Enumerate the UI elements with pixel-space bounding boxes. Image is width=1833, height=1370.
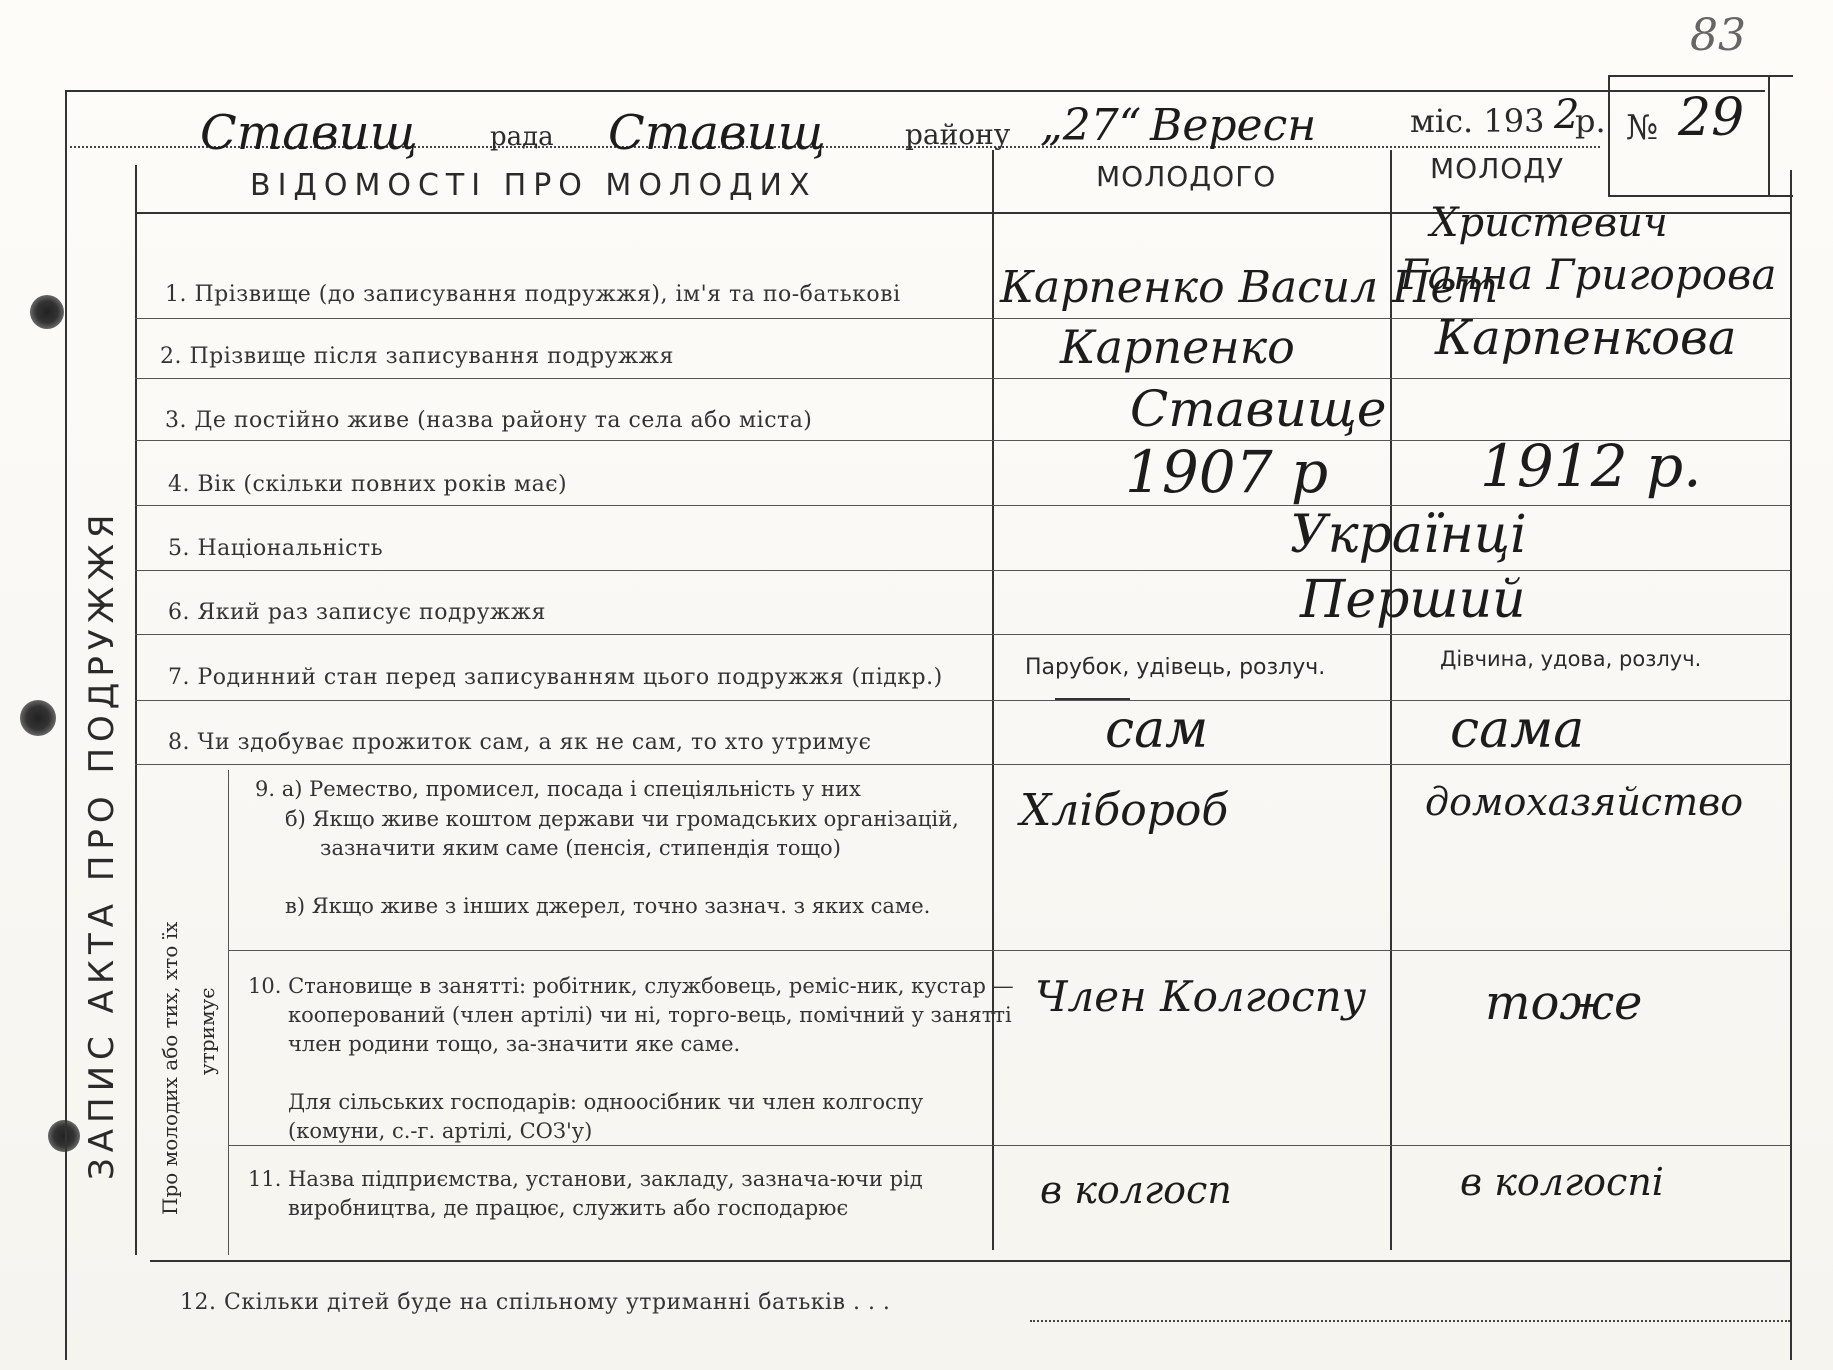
- row-9a-label: 9. а) Ремество, промисел, посада і спеціяльність у них: [255, 777, 861, 801]
- info-column-title: ВІДОМОСТІ ПРО МОЛОДИХ: [250, 168, 817, 203]
- row-2-line: [135, 378, 1790, 379]
- number-box-left: [1608, 75, 1610, 195]
- row-11-label: 11. Назва підприємства, установи, закладу, зазнача-ючи рід виробництва, де працює, служить або господарює: [248, 1167, 923, 1220]
- row-5-label: 5. Національність: [168, 536, 384, 561]
- number-box-bottom: [1608, 195, 1793, 197]
- groom-column-title: МОЛОДОГО: [1096, 160, 1277, 193]
- row-12-dotted-line: [1030, 1320, 1790, 1322]
- year-suffix: р.: [1575, 102, 1606, 140]
- row-2-label: 2. Прізвище після записування подружжя: [160, 344, 674, 369]
- frame-left: [65, 90, 67, 1360]
- row-4-bride-value: 1912 р.: [1480, 432, 1702, 500]
- row-6-label: 6. Який раз записує подружжя: [168, 600, 546, 625]
- row-11-line: [150, 1260, 1790, 1262]
- row-6-line: [135, 634, 1790, 635]
- row-12-label: 12. Скільки дітей буде на спільному утриманні батьків . . .: [180, 1290, 891, 1315]
- row-5-line: [135, 570, 1790, 571]
- row-4-label: 4. Вік (скільки повних років має): [168, 472, 568, 497]
- group-label-vertical: Про молодих або тих, хто їх: [158, 921, 182, 1215]
- row-1-bride-value: Ганна Григорова: [1400, 250, 1777, 299]
- punch-hole-top: [30, 295, 64, 329]
- row-10-label-2: Для сільських господарів: одноосібник чи член колгоспу (комуни, с.-г. артілі, СОЗ'у): [288, 1090, 924, 1143]
- row-9b-label: б) Якщо живе коштом держави чи громадських організацій, зазначити яким саме (пенсія, стипендія тощо): [285, 807, 959, 860]
- number-handwritten: 29: [1678, 88, 1745, 148]
- group-label-vertical-2: утримує: [195, 987, 219, 1075]
- rada-handwritten: Ставищ: [200, 105, 418, 161]
- group-sub-column-divider: [228, 770, 229, 1255]
- row-6-value: Перший: [1300, 570, 1526, 630]
- row-8-bride-value: сама: [1450, 700, 1585, 760]
- row-10-groom-value: Член Колгоспу: [1035, 972, 1367, 1021]
- row-7-bride-options: Дівчина, удова, розлуч.: [1440, 647, 1702, 671]
- row-9-bride-value: домохазяйство: [1425, 780, 1744, 824]
- frame-right: [1790, 170, 1792, 1360]
- row-3-label: 3. Де постійно живе (назва району та села або міста): [165, 408, 813, 433]
- row-11-groom-value: в колгосп: [1040, 1168, 1232, 1212]
- row-8-line: [135, 764, 1790, 765]
- row-11-bride-value: в колгоспі: [1460, 1160, 1664, 1204]
- row-2-bride-value: Карпенкова: [1435, 310, 1737, 366]
- year-handwritten: 2: [1554, 92, 1580, 138]
- side-title-vertical: ЗАПИС АКТА ПРО ПОДРУЖЖЯ: [82, 508, 122, 1180]
- raion-handwritten: Ставищ: [608, 105, 826, 161]
- date-day-handwritten: „27“: [1040, 100, 1142, 151]
- row-7-label: 7. Родинний стан перед записуванням цього подружжя (підкр.): [168, 665, 943, 690]
- rada-label: рада: [490, 122, 554, 152]
- punch-hole-middle: [20, 700, 56, 736]
- date-month-handwritten: Вересн: [1150, 100, 1317, 151]
- info-column-left: [135, 165, 137, 1255]
- row-3-value: Ставище: [1130, 380, 1387, 438]
- row-1-groom-value: Карпенко Васил Пет: [1000, 262, 1499, 313]
- row-4-line: [135, 505, 1790, 506]
- row-9-groom-value: Хлібороб: [1020, 785, 1229, 836]
- row-9-line: [228, 950, 1790, 951]
- row-7-groom-options: Парубок, удівець, розлуч.: [1025, 655, 1326, 680]
- row-8-groom-value: сам: [1105, 700, 1209, 760]
- date-suffix: міс. 193: [1410, 102, 1545, 140]
- row-8-label: 8. Чи здобуває прожиток сам, а як не сам, то хто утримує: [168, 730, 872, 755]
- punch-hole-bottom: [48, 1120, 80, 1152]
- number-box-right: [1768, 75, 1770, 195]
- row-10-bride-value: тоже: [1485, 975, 1643, 1031]
- row-5-value: Українці: [1290, 505, 1527, 565]
- row-4-groom-value: 1907 р: [1125, 438, 1329, 506]
- number-box-top: [1608, 75, 1793, 77]
- frame-top: [65, 90, 1765, 92]
- row-10-label: 10. Становище в занятті: робітник, службовець, реміс-ник, кустар — кооперований (член артілі) чи ні, торго-вець, помічний у занятті член родини тощо, за-значити яке саме.: [248, 974, 1014, 1056]
- bride-column-title: МОЛОДУ: [1430, 152, 1565, 185]
- row-9c-label: в) Якщо живе з інших джерел, точно зазнач. з яких саме.: [285, 894, 931, 918]
- row-1-bride-top-value: Христевич: [1430, 200, 1668, 246]
- row-1-label: 1. Прізвище (до записування подружжя), ім'я та по-батькові: [165, 282, 901, 307]
- row-2-groom-value: Карпенко: [1060, 320, 1295, 374]
- row-10-line: [228, 1145, 1790, 1146]
- raion-label: району: [905, 118, 1011, 151]
- corner-archive-mark: 83: [1690, 10, 1746, 61]
- number-label: №: [1626, 108, 1659, 148]
